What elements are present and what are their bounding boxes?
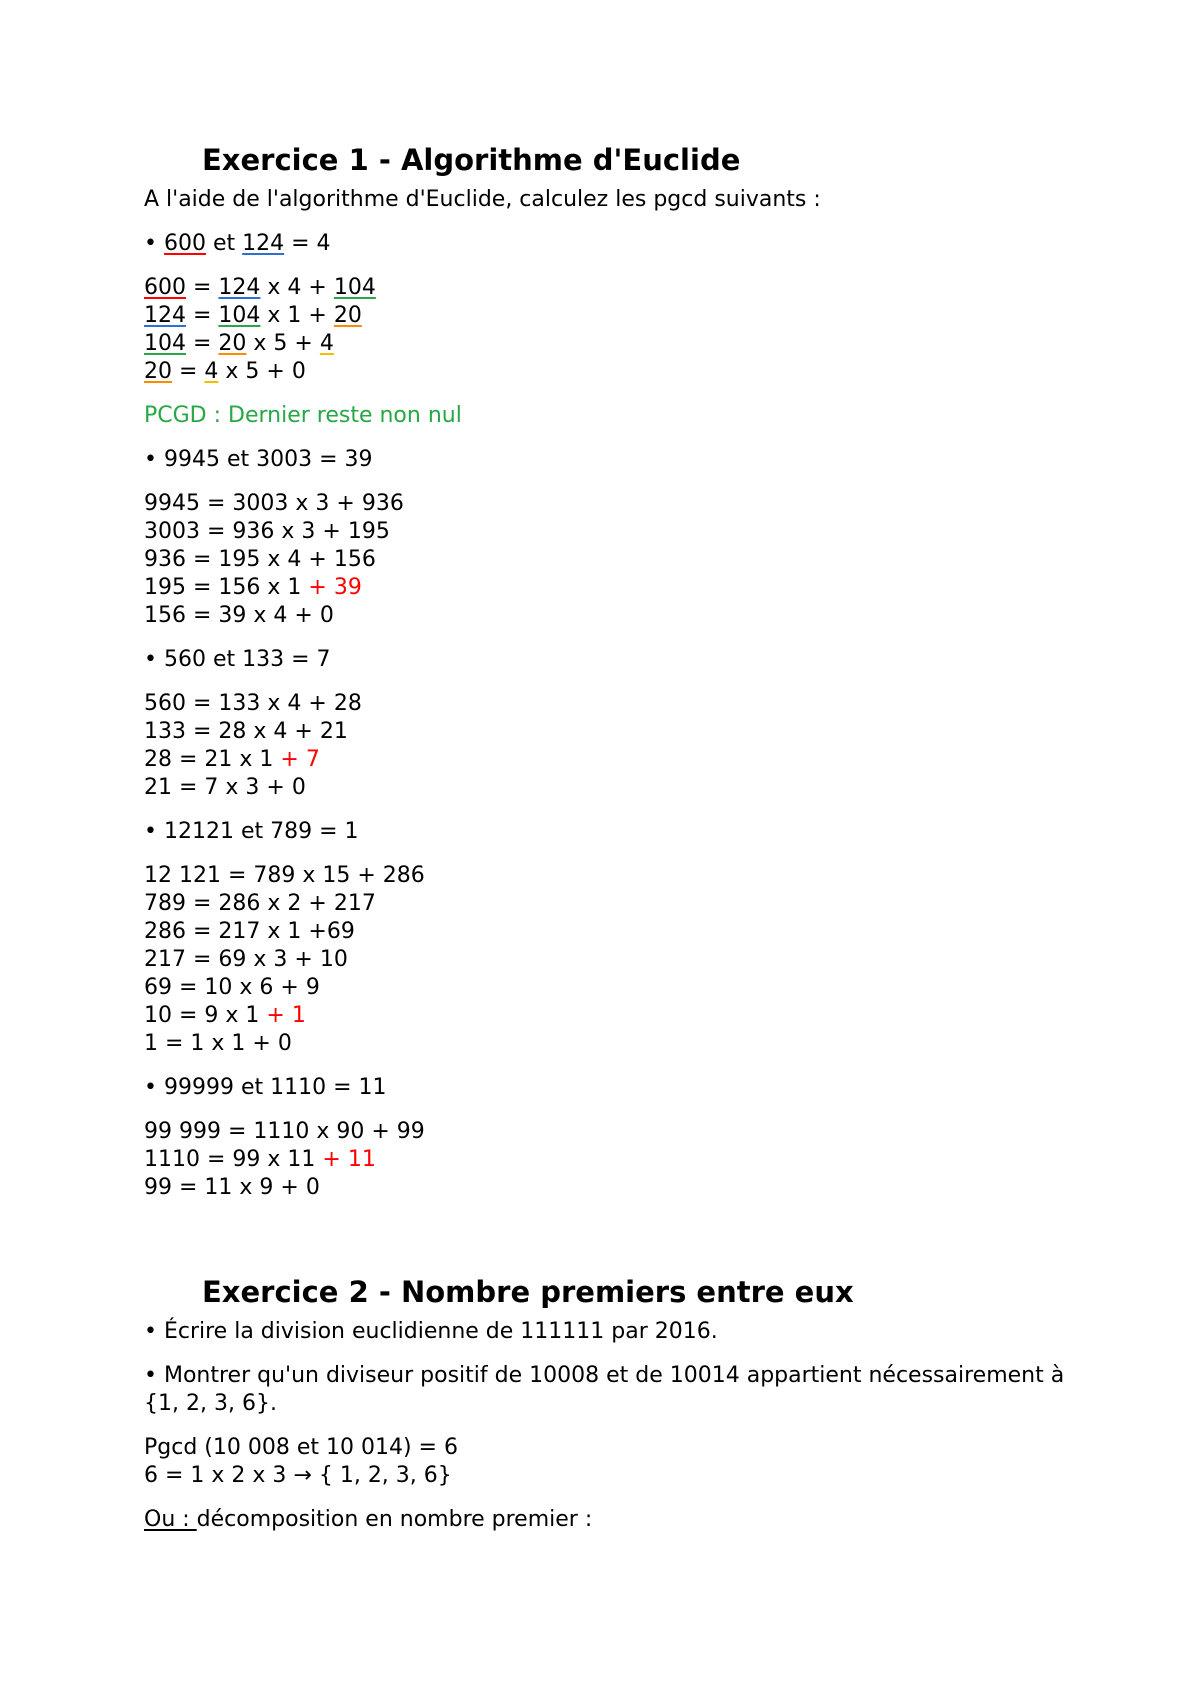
euclid-steps-560-133 (144, 690, 1084, 802)
euclid-steps-12121-789 (144, 862, 1084, 1058)
answer-line: Pgcd (10 008 et 10 014) = 6 (144, 1435, 458, 1460)
step-line: 156 = 39 x 4 + 0 (144, 603, 334, 628)
step-line: 600 = 124 x 4 + 104 (144, 275, 376, 300)
document-content (144, 138, 1084, 1550)
step-line: 20 = 4 x 5 + 0 (144, 359, 306, 384)
step-line: 69 = 10 x 6 + 9 (144, 975, 320, 1000)
pgcd-600-124-heading: • 600 et 124 = 4 (144, 231, 331, 256)
pgcd-560-133-heading: • 560 et 133 = 7 (144, 647, 331, 672)
step-line: 560 = 133 x 4 + 28 (144, 691, 362, 716)
step-line: 28 = 21 x 1 + 7 (144, 747, 320, 772)
step-line: 3003 = 936 x 3 + 195 (144, 519, 390, 544)
euclid-steps-600-124 (144, 274, 1084, 386)
step-line: 1110 = 99 x 11 + 11 (144, 1147, 376, 1172)
ou-label: Ou : (144, 1507, 197, 1532)
euclid-steps-99999-1110 (144, 1118, 1084, 1202)
last-nonzero-remainder: + 39 (308, 575, 362, 600)
pgcd-12121-789-heading: • 12121 et 789 = 1 (144, 819, 359, 844)
step-line: 124 = 104 x 1 + 20 (144, 303, 362, 328)
last-nonzero-remainder: + 7 (280, 747, 320, 772)
step-line: 12 121 = 789 x 15 + 286 (144, 863, 425, 888)
number-600: 600 (163, 231, 206, 256)
step-line: 1 = 1 x 1 + 0 (144, 1031, 292, 1056)
exercise-2-title: Exercice 2 - Nombre premiers entre eux (202, 1275, 854, 1309)
last-nonzero-remainder: + 1 (266, 1003, 306, 1028)
step-line: 936 = 195 x 4 + 156 (144, 547, 376, 572)
step-line: 21 = 7 x 3 + 0 (144, 775, 306, 800)
exercise-2-question-1: • Écrire la division euclidienne de 111111 par 2016. (144, 1319, 718, 1344)
step-line: 9945 = 3003 x 3 + 936 (144, 491, 404, 516)
euclid-steps-9945-3003 (144, 490, 1084, 630)
step-line: 286 = 217 x 1 +69 (144, 919, 355, 944)
section-spacer (144, 1218, 1084, 1270)
last-nonzero-remainder: + 11 (322, 1147, 376, 1172)
exercise-1-intro: A l'aide de l'algorithme d'Euclide, calculez les pgcd suivants : (144, 187, 821, 212)
alternative-method: Ou : décomposition en nombre premier : (144, 1507, 593, 1532)
step-line: 104 = 20 x 5 + 4 (144, 331, 334, 356)
step-line: 217 = 69 x 3 + 10 (144, 947, 348, 972)
step-line: 10 = 9 x 1 + 1 (144, 1003, 306, 1028)
step-line: 99 = 11 x 9 + 0 (144, 1175, 320, 1200)
number-124: 124 (242, 231, 285, 256)
pgcd-9945-3003-heading: • 9945 et 3003 = 39 (144, 447, 373, 472)
step-line: 195 = 156 x 1 + 39 (144, 575, 362, 600)
exercise-1-title: Exercice 1 - Algorithme d'Euclide (202, 143, 741, 177)
answer-line: 6 = 1 x 2 x 3 → { 1, 2, 3, 6} (144, 1463, 452, 1488)
pgcd-99999-1110-heading: • 99999 et 1110 = 11 (144, 1075, 387, 1100)
exercise-2-answer (144, 1434, 1084, 1490)
step-line: 789 = 286 x 2 + 217 (144, 891, 376, 916)
pgcd-note: PCGD : Dernier reste non nul (144, 403, 462, 428)
step-line: 99 999 = 1110 x 90 + 99 (144, 1119, 425, 1144)
exercise-2-question-2: • Montrer qu'un diviseur positif de 10008 et de 10014 appartient nécessairement à {1, 2, 3, 6}. (144, 1363, 1065, 1416)
step-line: 133 = 28 x 4 + 21 (144, 719, 348, 744)
